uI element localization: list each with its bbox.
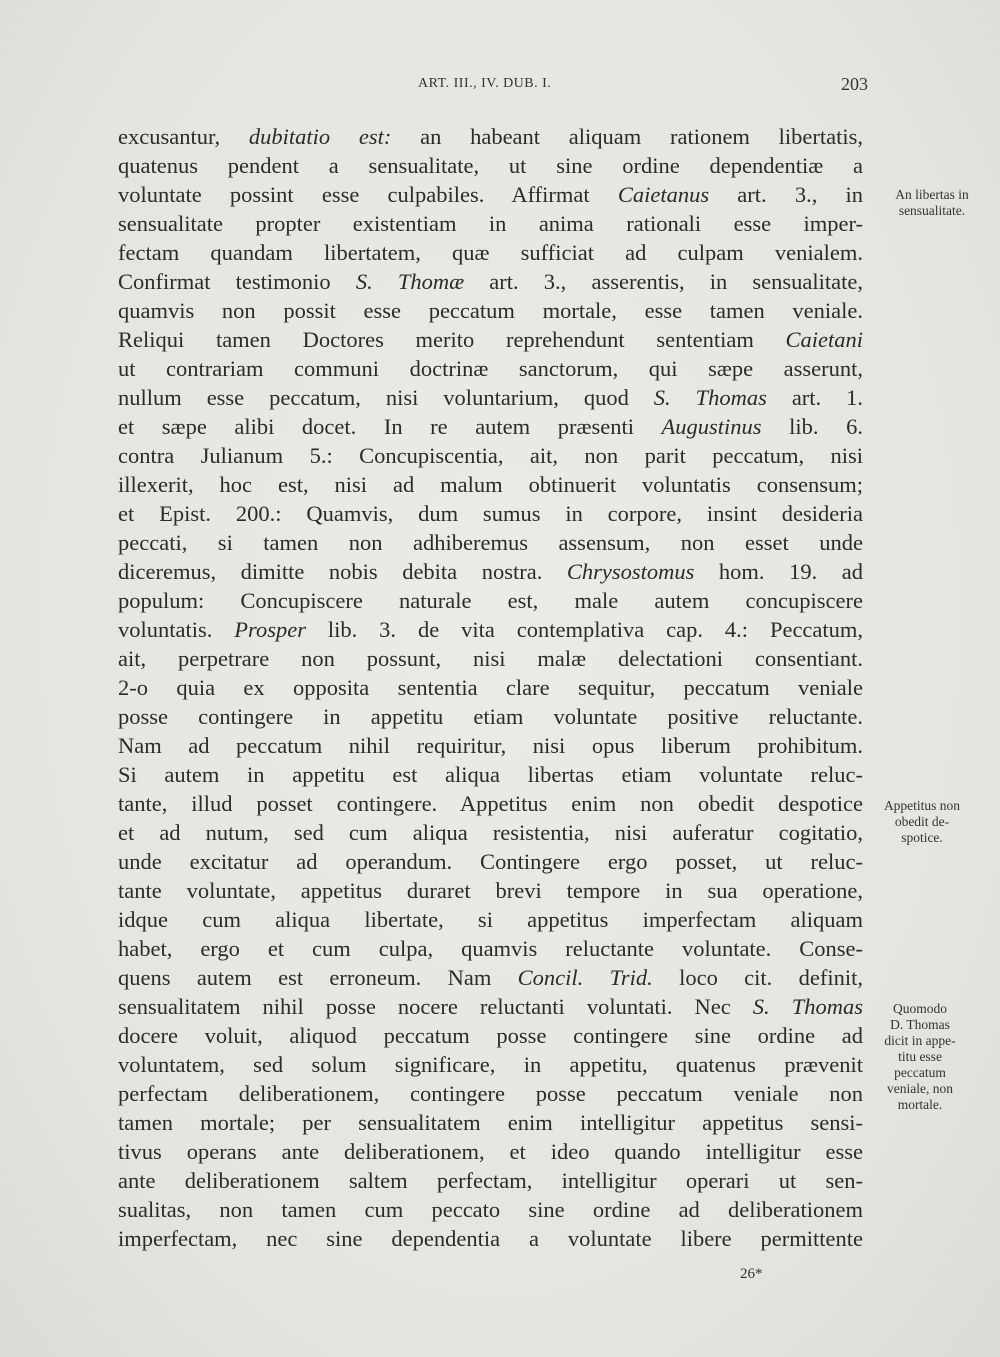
text-segment: ut contrariam communi doctrinæ sanctorum, qui sæpe asserunt,: [118, 356, 864, 381]
italic-text: S. Thomas: [752, 994, 863, 1019]
text-segment: nullum esse peccatum, nisi voluntarium, quod: [118, 385, 654, 410]
text-segment: lib. 6.: [761, 414, 863, 439]
text-segment: contra Julianum 5.: Concupiscentia, ait, non parit peccatum, nisi: [118, 443, 864, 468]
text-line: [118, 238, 863, 267]
text-segment: perfectam deliberationem, contingere posse peccatum veniale non: [118, 1081, 864, 1106]
margin-note-line: An libertas in: [895, 187, 969, 202]
margin-note-line: titu esse: [898, 1049, 942, 1064]
text-line: [118, 934, 863, 963]
text-segment: art. 3., asserentis, in sensualitate,: [464, 269, 863, 294]
text-line: [118, 151, 863, 180]
text-segment: et Epist. 200.: Quamvis, dum sumus in corpore, insint desideria: [118, 501, 863, 526]
text-segment: excusantur,: [118, 124, 249, 149]
italic-text: Prosper: [234, 617, 306, 642]
text-line: [118, 441, 863, 470]
running-title: ART. III., IV. DUB. I.: [418, 76, 552, 91]
text-segment: quamvis non possit esse peccatum mortale, esse tamen veniale.: [118, 298, 863, 323]
text-segment: voluntatis.: [118, 617, 235, 642]
text-segment: Si autem in appetitu est aliqua libertas etiam voluntate reluc-: [118, 762, 863, 787]
text-line: [118, 876, 863, 905]
text-segment: Confirmat testimonio: [118, 269, 356, 294]
text-line: [118, 760, 863, 789]
text-line: [118, 209, 863, 238]
text-segment: tamen mortale; per sensualitatem enim intelligitur appetitus sensi-: [118, 1110, 863, 1135]
text-segment: posse contingere in appetitu etiam voluntate positive reluctante.: [118, 704, 864, 729]
text-line: [118, 673, 863, 702]
text-line: [118, 267, 863, 296]
text-line: [118, 1108, 863, 1137]
text-line: [118, 557, 863, 586]
text-line: [118, 615, 863, 644]
text-segment: tivus operans ante deliberationem, et ideo quando intelligitur esse: [118, 1139, 864, 1164]
italic-text: S. Thomas: [653, 385, 767, 410]
text-segment: unde excitatur ad operandum. Contingere ergo posset, ut reluc-: [118, 849, 863, 874]
text-segment: 2-o quia ex opposita sententia clare sequitur, peccatum veniale: [118, 675, 864, 700]
italic-text: Concil. Trid.: [517, 965, 653, 990]
italic-text: Chrysostomus: [566, 559, 695, 584]
text-line: [118, 1137, 863, 1166]
text-line: [118, 702, 863, 731]
main-text: [118, 122, 863, 1253]
margin-note-appetitus: [862, 798, 982, 846]
text-segment: tante voluntate, appetitus duraret brevi tempore in sua operatione,: [118, 878, 863, 903]
margin-note-line: obedit de-: [894, 814, 950, 829]
text-segment: hom. 19. ad: [694, 559, 863, 584]
text-segment: lib. 3. de vita contemplativa cap. 4.: Peccatum,: [305, 617, 864, 642]
text-line: [118, 325, 863, 354]
text-line: [118, 905, 863, 934]
text-segment: quens autem est erroneum. Nam: [118, 965, 518, 990]
margin-note-libertas: [872, 187, 992, 219]
italic-text: Augustinus: [661, 414, 762, 439]
margin-note-line: peccatum: [894, 1065, 946, 1080]
text-line: [118, 180, 863, 209]
italic-text: Caietani: [785, 327, 864, 352]
text-segment: an habeant aliquam rationem libertatis,: [391, 124, 864, 149]
text-line: [118, 1050, 863, 1079]
text-line: [118, 296, 863, 325]
signature-mark: 26*: [740, 1266, 763, 1282]
text-segment: illexerit, hoc est, nisi ad malum obtinuerit voluntatis consensum;: [118, 472, 863, 497]
text-line: [118, 470, 863, 499]
text-line: [118, 789, 863, 818]
italic-text: Caietanus: [617, 182, 710, 207]
text-segment: et sæpe alibi docet. In re autem præsenti: [118, 414, 662, 439]
text-segment: imperfectam, nec sine dependentia a voluntate libere permittente: [118, 1226, 863, 1251]
text-line: [118, 383, 863, 412]
text-segment: sensualitatem nihil posse nocere reluctanti voluntati. Nec: [118, 994, 753, 1019]
margin-note-line: Appetitus non: [883, 798, 961, 813]
text-segment: voluntate possint esse culpabiles. Affirmat: [118, 182, 618, 207]
text-segment: fectam quandam libertatem, quæ sufficiat ad culpam venialem.: [118, 240, 863, 265]
text-line: [118, 122, 863, 151]
margin-note-line: D. Thomas: [890, 1017, 950, 1032]
italic-text: dubitatio est:: [248, 124, 392, 149]
text-segment: art. 1.: [766, 385, 863, 410]
text-segment: Reliqui tamen Doctores merito reprehendunt sententiam: [118, 327, 786, 352]
margin-note-line: dicit in appe-: [884, 1033, 956, 1048]
text-segment: habet, ergo et cum culpa, quamvis reluctante voluntate. Conse-: [118, 936, 863, 961]
text-line: [118, 1021, 863, 1050]
text-segment: diceremus, dimitte nobis debita nostra.: [118, 559, 567, 584]
text-segment: docere voluit, aliquod peccatum posse contingere sine ordine ad: [118, 1023, 864, 1048]
text-segment: voluntatem, sed solum significare, in appetitu, quatenus prævenit: [118, 1052, 863, 1077]
text-segment: art. 3., in: [709, 182, 864, 207]
margin-note-line: veniale, non: [887, 1081, 953, 1096]
text-segment: et ad nutum, sed cum aliqua resistentia, nisi auferatur cogitatio,: [118, 820, 863, 845]
text-segment: sualitas, non tamen cum peccato sine ordine ad deliberationem: [118, 1197, 863, 1222]
text-segment: peccati, si tamen non adhiberemus assensum, non esset unde: [118, 530, 863, 555]
text-line: [118, 586, 863, 615]
text-line: [118, 731, 863, 760]
italic-text: S. Thomæ: [355, 269, 465, 294]
text-line: [118, 354, 863, 383]
text-line: [118, 1079, 863, 1108]
text-segment: ante deliberationem saltem perfectam, intelligitur operari ut sen-: [118, 1168, 863, 1193]
text-line: [118, 412, 863, 441]
running-head: [118, 76, 868, 98]
text-line: [118, 992, 863, 1021]
text-line: [118, 1166, 863, 1195]
text-segment: tante, illud posset contingere. Appetitus enim non obedit despotice: [118, 791, 863, 816]
text-line: [118, 818, 863, 847]
text-segment: idque cum aliqua libertate, si appetitus imperfectam aliquam: [118, 907, 864, 932]
text-segment: loco cit. definit,: [652, 965, 863, 990]
text-line: [118, 963, 863, 992]
page-number: 203: [841, 74, 868, 94]
margin-note-line: spotice.: [901, 830, 943, 845]
text-segment: quatenus pendent a sensualitate, ut sine ordine dependentiæ a: [118, 153, 863, 178]
text-segment: Nam ad peccatum nihil requiritur, nisi opus liberum prohibitum.: [118, 733, 864, 758]
text-segment: ait, perpetrare non possunt, nisi malæ delectationi consentiant.: [118, 646, 863, 671]
margin-note-quomodo: [860, 1001, 980, 1113]
text-line: [118, 1224, 863, 1253]
text-line: [118, 847, 863, 876]
text-line: [118, 1195, 863, 1224]
text-line: [118, 499, 863, 528]
text-segment: sensualitate propter existentiam in anima rationali esse imper-: [118, 211, 864, 236]
text-segment: populum: Concupiscere naturale est, male autem concupiscere: [118, 588, 863, 613]
margin-note-line: sensualitate.: [898, 203, 966, 218]
margin-note-line: mortale.: [897, 1097, 943, 1112]
text-line: [118, 644, 863, 673]
text-line: [118, 528, 863, 557]
margin-note-line: Quomodo: [893, 1001, 947, 1016]
